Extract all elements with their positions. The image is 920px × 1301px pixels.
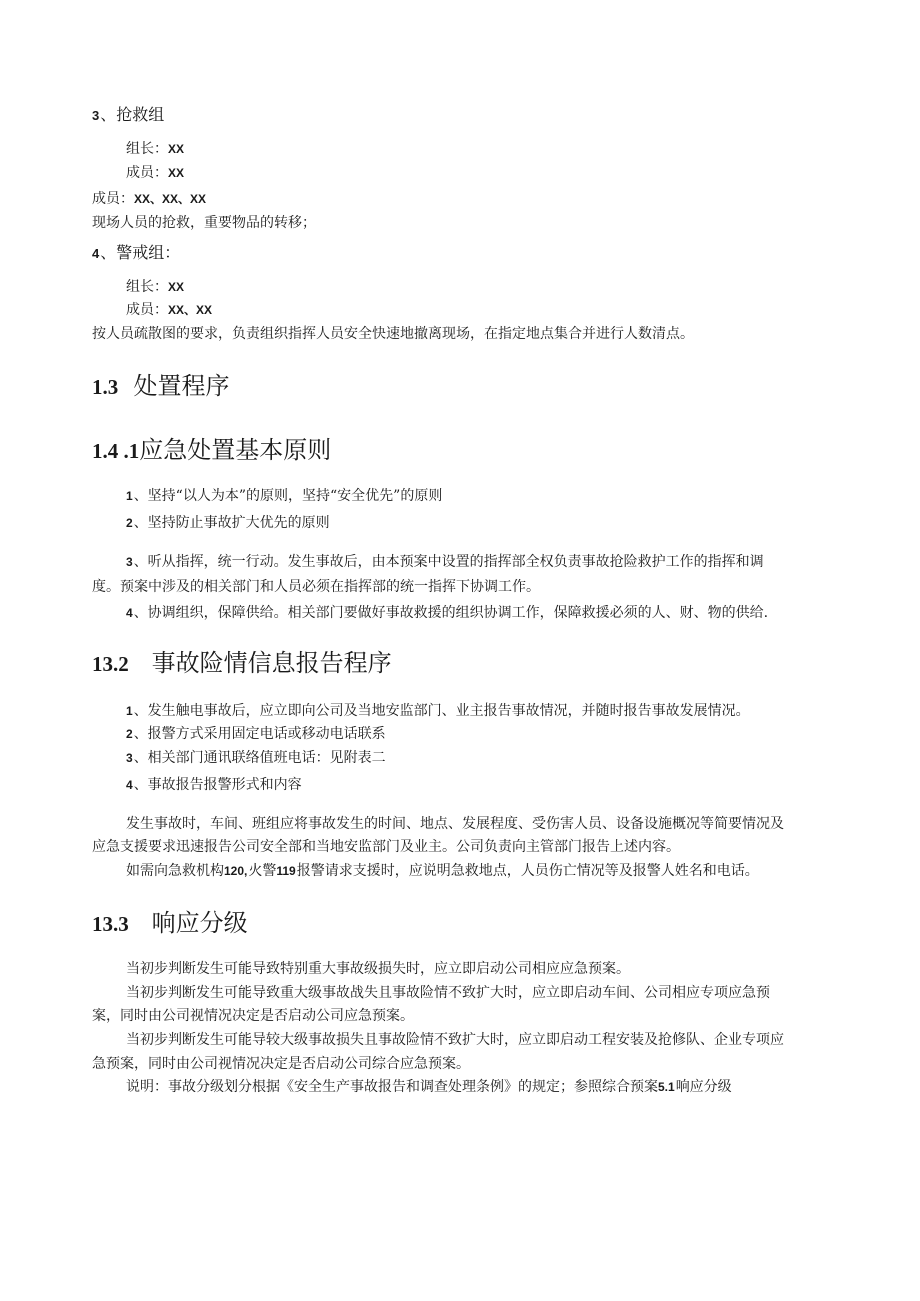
cordon-group-members: 成员：XX、XX xyxy=(126,302,213,318)
response-line-3b: 急预案，同时由公司视情况决定是否启动公司综合应急预案。 xyxy=(92,1056,470,1072)
response-line-2a: 当初步判断发生可能导致重大级事故战失且事故险情不致扩大时，应立即启动车间、公司相应专项应急预 xyxy=(126,985,770,1001)
rescue-group-heading: 3、抢救组 xyxy=(92,105,165,124)
heading-13-2: 13.2 事故险情信息报告程序 xyxy=(92,649,392,677)
principle-2: 2、坚持防止事故扩大优先的原则 xyxy=(126,515,330,531)
rescue-group-members: 成员：XX、XX、XX xyxy=(92,191,207,207)
heading-1-4-1: 1.4 .1应急处置基本原则 xyxy=(92,436,332,464)
principle-4: 4、协调组织，保障供给。相关部门要做好事故救援的组织协调工作，保障救援必须的人、财、物的供给. xyxy=(126,605,769,621)
rescue-group-duty: 现场人员的抢救，重要物品的转移； xyxy=(92,215,316,231)
response-line-2b: 案，同时由公司视情况决定是否启动公司应急预案。 xyxy=(92,1008,414,1024)
principle-3-line-1: 3、听从指挥，统一行动。发生事故后，由本预案中设置的指挥部全权负责事故抢险救护工作的指挥和调 xyxy=(126,554,764,570)
response-note: 说明：事故分级划分根据《安全生产事故报告和调查处理条例》的规定；参照综合预案5.1响应分级 xyxy=(126,1079,732,1095)
report-paragraph-1-line-1: 发生事故时，车间、班组应将事故发生的时间、地点、发展程度、受伤害人员、设备设施概况等简要情况及 xyxy=(126,816,784,832)
cordon-group-duty: 按人员疏散图的要求，负责组织指挥人员安全快速地撤离现场，在指定地点集合并进行人数清点。 xyxy=(92,326,694,342)
cordon-group-leader: 组长：XX xyxy=(126,279,185,295)
report-paragraph-1-line-2: 应急支援要求迅速报告公司安全部和当地安监部门及业主。公司负责向主管部门报告上述内容。 xyxy=(92,839,680,855)
rescue-group-member: 成员：XX xyxy=(126,165,185,181)
rescue-group-leader: 组长：XX xyxy=(126,141,185,157)
principle-1: 1、坚持“以人为本”的原则，坚持“安全优先”的原则 xyxy=(126,488,443,504)
response-line-1: 当初步判断发生可能导致特别重大事故级损失时，应立即启动公司相应应急预案。 xyxy=(126,961,630,977)
report-item-2: 2、报警方式采用固定电话或移动电话联系 xyxy=(126,726,386,742)
response-line-3a: 当初步判断发生可能导较大级事故损失且事故险情不致扩大时，应立即启动工程安装及抢修队、企业专项应 xyxy=(126,1032,784,1048)
report-item-3: 3、相关部门通讯联络值班电话：见附表二 xyxy=(126,750,386,766)
principle-3-line-2: 度。预案中涉及的相关部门和人员必须在指挥部的统一指挥下协调工作。 xyxy=(92,579,540,595)
report-item-1: 1、发生触电事故后，应立即向公司及当地安监部门、业主报告事故情况，并随时报告事故发展情况。 xyxy=(126,703,750,719)
report-paragraph-2: 如需向急救机构120,火警119报警请求支援时，应说明急救地点，人员伤亡情况等及报警人姓名和电话。 xyxy=(126,863,759,879)
cordon-group-heading: 4、警戒组： xyxy=(92,243,181,262)
report-item-4: 4、事故报告报警形式和内容 xyxy=(126,777,302,793)
heading-1-3: 1.3 处置程序 xyxy=(92,372,230,400)
heading-13-3: 13.3 响应分级 xyxy=(92,909,248,937)
